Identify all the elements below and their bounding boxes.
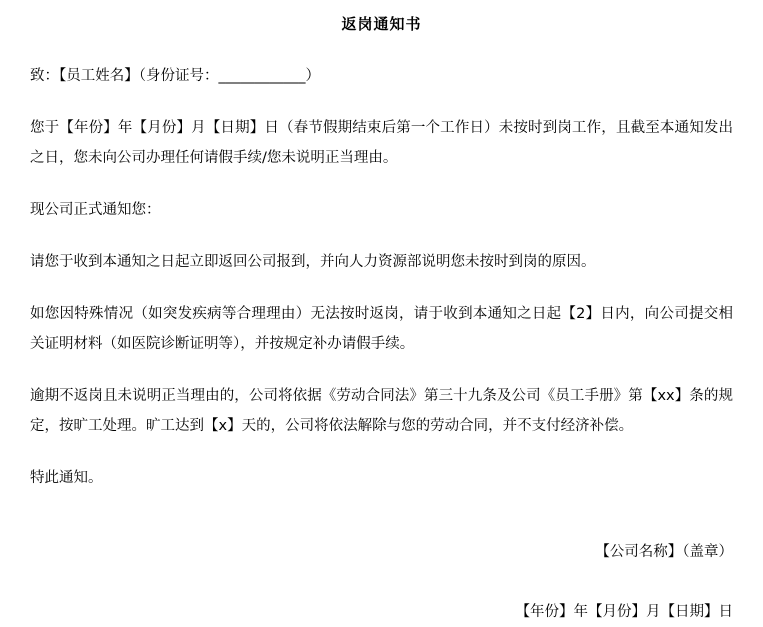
paragraph-consequences: 逾期不返岗且未说明正当理由的，公司将依据《劳动合同法》第三十九条及公司《员工手册》第【xx】条的规定，按旷工处理。旷工达到【x】天的，公司将依法解除与您的劳动合同，并不支付经济补偿。 (30, 388, 733, 434)
paragraph-closing: 特此通知。 (30, 470, 103, 486)
addressee-line: 致：【员工姓名】（身份证号：____________） (30, 68, 320, 84)
signature-block (30, 537, 733, 627)
paragraph-special-circumstances: 如您因特殊情况（如突发疾病等合理理由）无法按时返岗，请于收到本通知之日起【2】日内，向公司提交相关证明材料（如医院诊断证明等），并按规定补办请假手续。 (30, 306, 733, 352)
paragraph-absence-statement: 您于【年份】年【月份】月【日期】日（春节假期结束后第一个工作日）未按时到岗工作，且截至本通知发出之日，您未向公司办理任何请假手续/您未说明正当理由。 (30, 120, 733, 166)
signature-company: 【公司名称】（盖章） (595, 544, 733, 560)
signature-date: 【年份】年【月份】月【日期】日 (515, 604, 733, 620)
paragraph-report-back: 请您于收到本通知之日起立即返回公司报到，并向人力资源部说明您未按时到岗的原因。 (30, 254, 596, 270)
paragraph-notice-intro: 现公司正式通知您： (30, 202, 161, 218)
page-title: 返岗通知书 (341, 15, 422, 33)
